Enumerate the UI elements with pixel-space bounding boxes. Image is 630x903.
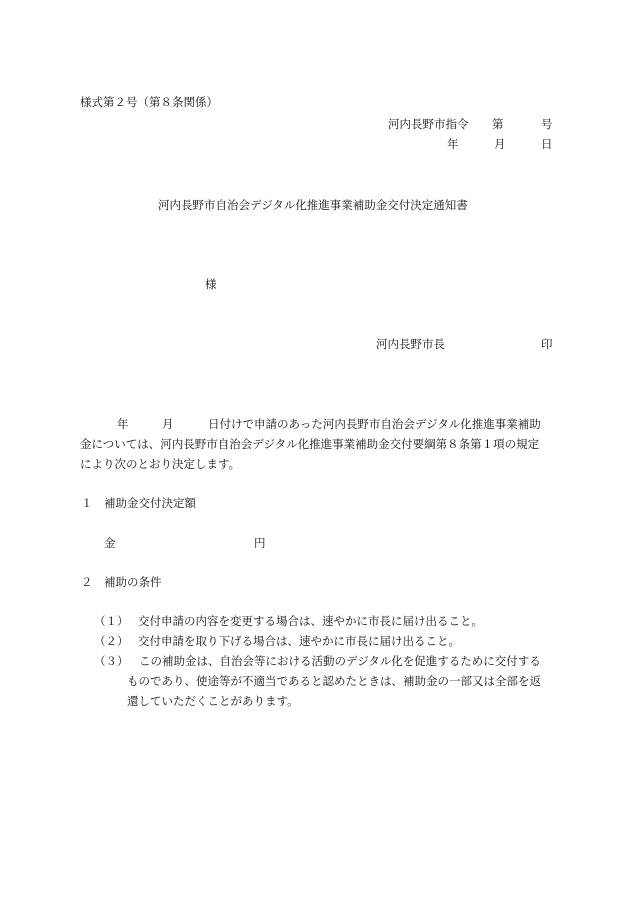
issue-date-day: 日 [541, 137, 553, 151]
document-title: 河内長野市自治会デジタル化推進事業補助金交付決定通知書 [158, 198, 468, 212]
condition-1-text: 交付申請の内容を変更する場合は、速やかに市長に届け出ること。 [138, 614, 483, 628]
form-number: 様式第２号（第８条関係） [80, 95, 218, 109]
body-line-3: により次のとおり決定します。 [80, 457, 241, 471]
body-line-1: 日付けで申請のあった河内長野市自治会デジタル化推進事業補助 [208, 417, 541, 431]
reference-dai: 第 [492, 117, 504, 131]
body-year: 年 [117, 417, 129, 431]
amount-kin: 金 [104, 536, 116, 550]
amount-yen: 円 [254, 536, 266, 550]
section-1-heading: 補助金交付決定額 [104, 496, 196, 510]
condition-2-text: 交付申請を取り下げる場合は、速やかに市長に届け出ること。 [138, 634, 460, 648]
issuer-name: 河内長野市長 [376, 337, 445, 351]
issue-date-month: 月 [494, 137, 506, 151]
seal-mark: 印 [541, 337, 553, 351]
recipient-sama: 様 [205, 277, 217, 291]
condition-3-line-2: ものであり、使途等が不適当であると認めたときは、補助金の一部又は全部を返 [127, 674, 541, 688]
section-1-number: １ [81, 496, 93, 510]
section-2-heading: 補助の条件 [104, 575, 162, 589]
reference-go: 号 [541, 117, 553, 131]
condition-3-line-3: 還していただくことがあります。 [127, 694, 299, 708]
section-2-number: ２ [81, 575, 93, 589]
condition-1-number: （１） [94, 614, 129, 628]
condition-3-number: （３） [94, 654, 129, 668]
issue-date-year: 年 [447, 137, 459, 151]
body-month: 月 [162, 417, 174, 431]
condition-3-line-1: この補助金は、自治会等における活動のデジタル化を促進するために交付する [139, 654, 541, 668]
condition-2-number: （２） [94, 634, 129, 648]
reference-prefix: 河内長野市指令 [388, 117, 469, 131]
body-line-2: 金については、河内長野市自治会デジタル化推進事業補助金交付要綱第８条第１項の規定 [80, 437, 540, 451]
